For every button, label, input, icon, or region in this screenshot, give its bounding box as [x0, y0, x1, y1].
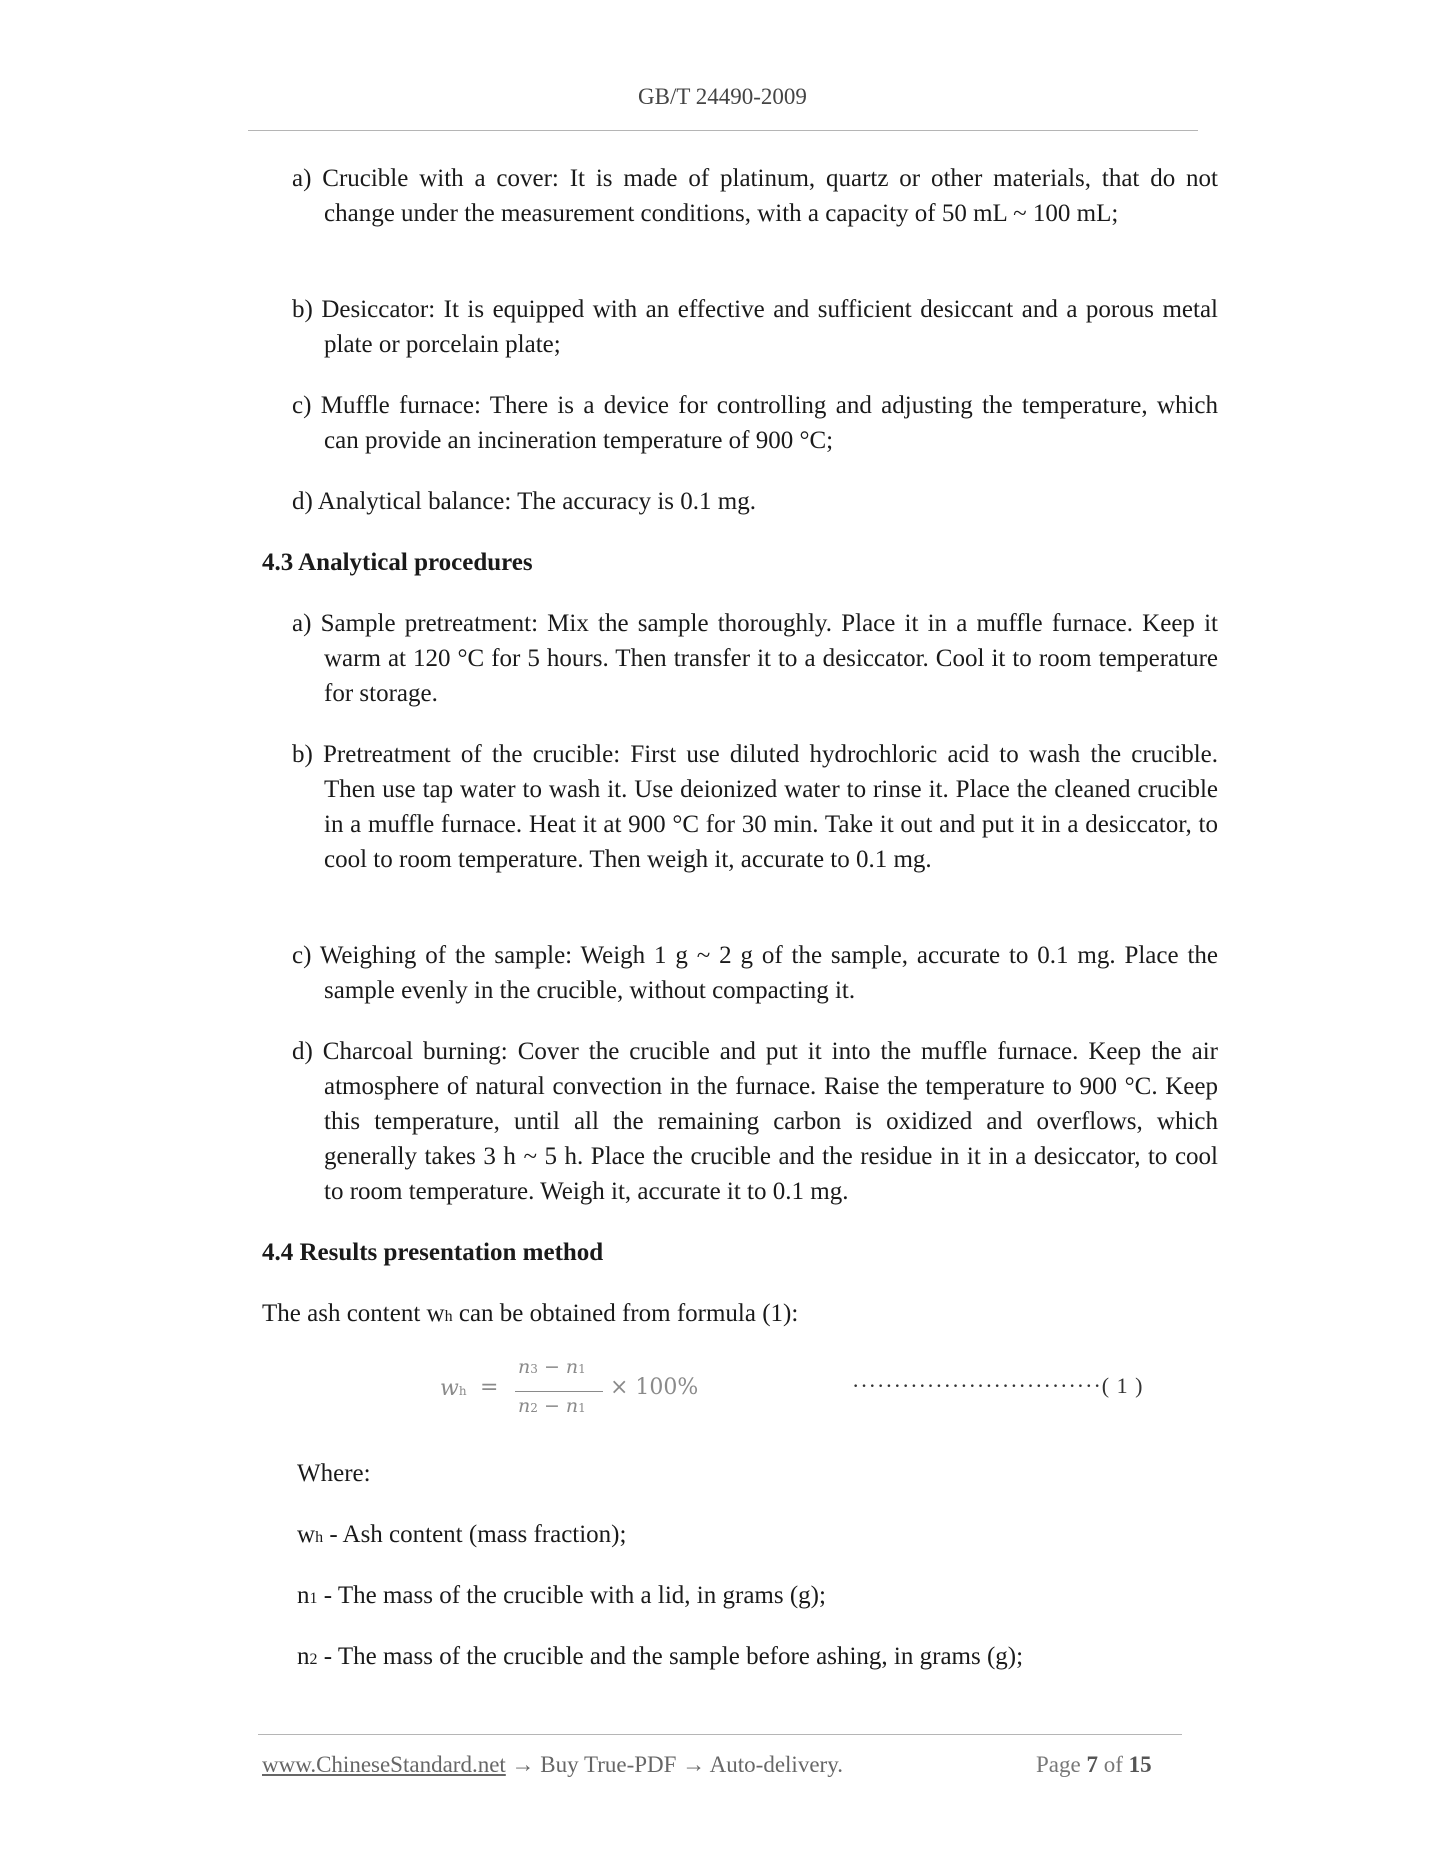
formula-equals: = — [480, 1375, 499, 1400]
header-divider — [248, 130, 1198, 131]
section-heading-4-3: 4.3 Analytical procedures — [262, 549, 533, 576]
where-label: Where: — [297, 1460, 371, 1487]
definition-wh: wh - Ash content (mass fraction); — [297, 1521, 627, 1548]
footer-site-link[interactable]: www.ChineseStandard.net — [262, 1752, 506, 1777]
equipment-item-desiccator: b) Desiccator: It is equipped with an effective and sufficient desiccant and a porous metal plate or porcelain plate; — [292, 296, 1218, 358]
formula-intro: The ash content wh can be obtained from formula (1): — [262, 1300, 799, 1327]
formula-fraction-bar — [515, 1391, 603, 1392]
formula-denominator: n2 − n1 — [518, 1395, 586, 1417]
ash-content-formula — [440, 1356, 720, 1426]
footer-divider — [258, 1734, 1182, 1735]
procedure-item-charcoal-burning: d) Charcoal burning: Cover the crucible and put it into the muffle furnace. Keep the air atmosphere of natural convection in the furnace. Raise the temperature to 900 °C. Keep this temperature, until all the remaining carbon is oxidized and overflows, which generally takes 3 h ~ 5 h. Place the crucible and the residue in it in a desiccator, to cool to room temperature. Weigh it, accurate it to 0.1 mg. — [292, 1038, 1218, 1205]
equipment-item-balance: d) Analytical balance: The accuracy is 0.1 mg. — [292, 488, 756, 515]
procedure-item-crucible-pretreatment: b) Pretreatment of the crucible: First use diluted hydrochloric acid to wash the crucible. Then use tap water to wash it. Use deionized water to rinse it. Place the cleaned crucible in a muffle furnace. Heat it at 900 °C for 30 min. Take it out and put it in a desiccator, to cool to room temperature. Then weigh it, accurate to 0.1 mg. — [292, 741, 1218, 873]
footer-promo: www.ChineseStandard.net → Buy True-PDF → Auto-delivery. — [262, 1752, 843, 1777]
formula-multiplier: × 100% — [610, 1375, 699, 1400]
formula-lhs: wh — [440, 1376, 467, 1401]
equipment-item-crucible: a) Crucible with a cover: It is made of platinum, quartz or other materials, that do not change under the measurement conditions, with a capacity of 50 mL ~ 100 mL; — [292, 165, 1218, 227]
section-heading-4-4: 4.4 Results presentation method — [262, 1239, 604, 1266]
header-title: GB/T 24490-2009 — [638, 84, 807, 109]
definition-n2: n2 - The mass of the crucible and the sample before ashing, in grams (g); — [297, 1643, 1024, 1670]
definition-n1: n1 - The mass of the crucible with a lid, in grams (g); — [297, 1582, 826, 1609]
equipment-item-muffle-furnace: c) Muffle furnace: There is a device for controlling and adjusting the temperature, which can provide an incineration temperature of 900 °C; — [292, 392, 1218, 454]
procedure-item-weighing: c) Weighing of the sample: Weigh 1 g ~ 2 g of the sample, accurate to 0.1 mg. Place the sample evenly in the crucible, without compacting it. — [292, 942, 1218, 1004]
page-indicator: Page 7 of 15 — [1036, 1752, 1152, 1777]
formula-numerator: n3 − n1 — [518, 1356, 586, 1378]
procedure-item-sample-pretreatment: a) Sample pretreatment: Mix the sample thoroughly. Place it in a muffle furnace. Keep it warm at 120 °C for 5 hours. Then transfer it to a desiccator. Cool it to room temperature for storage. — [292, 610, 1218, 707]
formula-number: ······························( 1 ) — [852, 1373, 1144, 1398]
